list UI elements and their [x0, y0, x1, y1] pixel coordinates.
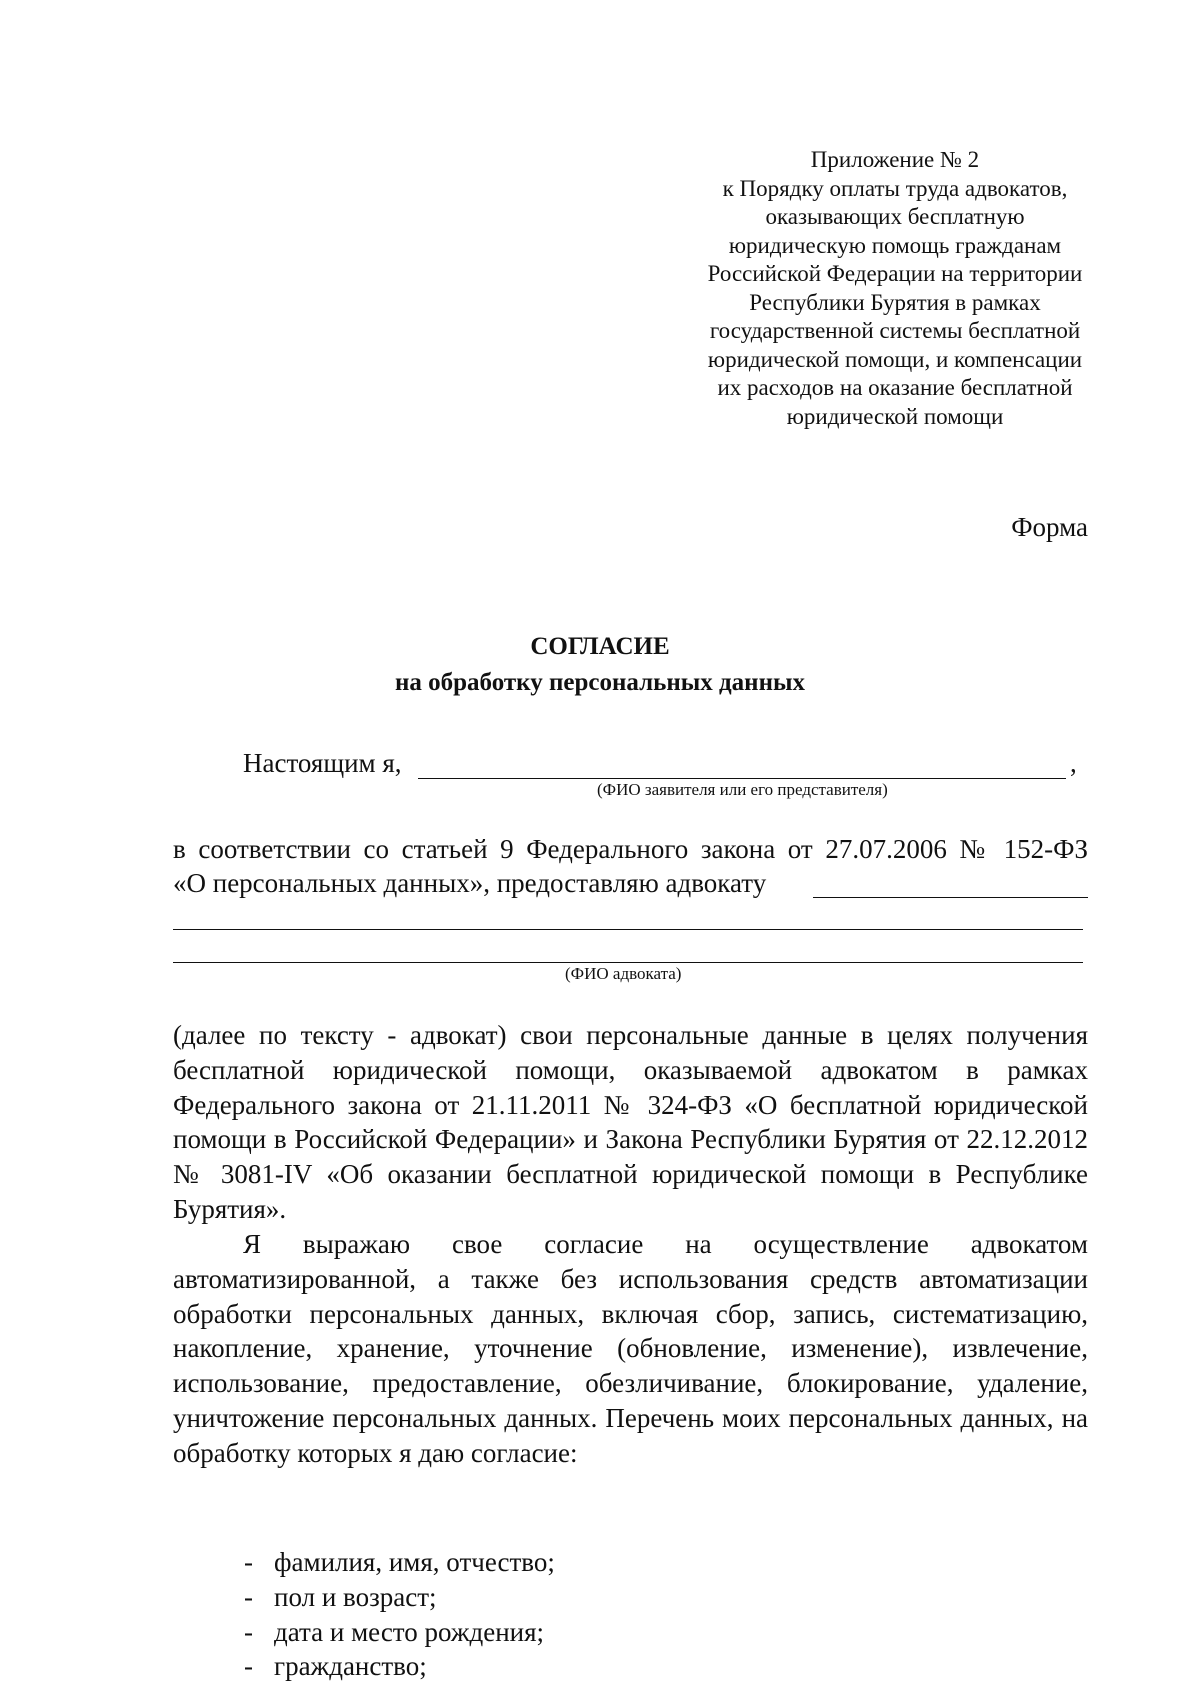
title-subtitle: на обработку персональных данных [395, 669, 805, 696]
intro-prefix: Настоящим я, [243, 748, 402, 778]
list-item-text: дата и место рождения; [274, 1616, 545, 1647]
document-title [0, 629, 1200, 701]
list-bullet: - [244, 1581, 253, 1612]
appendix-line: к Порядку оплаты труда адвокатов, [722, 175, 1068, 201]
appendix-line: юридической помощи, и компенсации [707, 346, 1083, 372]
lawyer-name-blank-2[interactable] [173, 929, 1083, 930]
law-line-1: в соответствии со статьей 9 Федерального закона от 27.07.2006 № 152-ФЗ [173, 834, 1088, 864]
appendix-line: Приложение № 2 [810, 147, 980, 172]
list-item-text: фамилия, имя, отчество; [274, 1547, 555, 1577]
law-line-2: «О персональных данных», предоставляю адвокату [173, 868, 767, 898]
appendix-line: юридическую помощь гражданам [728, 232, 1062, 258]
personal-data-list [244, 1545, 555, 1684]
list-item [244, 1649, 555, 1684]
applicant-name-blank[interactable] [418, 778, 1066, 779]
appendix-line: их расходов на оказание бесплатной [717, 375, 1073, 400]
list-item-text: гражданство; [274, 1651, 427, 1682]
appendix-line: юридической помощи [786, 403, 1004, 429]
form-label: Форма [1011, 512, 1088, 542]
appendix-header [680, 146, 1110, 431]
lawyer-name-blank-3[interactable] [173, 962, 1083, 963]
paragraph-purpose: (далее по тексту - адвокат) свои персональные данные в целях получения бесплатной юридической помощи, оказываемой адвокатом в рамках Федерального закона от 21.11.2011 № 324-ФЗ «О бесплатной юридической помощи в Российской Федерации» и Закона Республики Бурятия от 22.12.2012 № 3081-IV «Об оказании бесплатной юридической помощи в Республике Бурятия». [173, 1020, 1088, 1224]
lawyer-name-blank-1[interactable] [813, 897, 1088, 898]
list-item [244, 1580, 555, 1615]
list-bullet: - [244, 1651, 253, 1682]
appendix-line: государственной системы бесплатной [709, 318, 1081, 343]
lawyer-caption: (ФИО адвоката) [565, 964, 682, 983]
appendix-line: Российской Федерации на территории [707, 261, 1083, 286]
list-item [244, 1615, 555, 1650]
intro-suffix: , [1070, 748, 1077, 778]
list-bullet: - [244, 1616, 253, 1647]
list-item [244, 1545, 555, 1580]
list-bullet: - [244, 1547, 253, 1577]
appendix-line: Республики Бурятия в рамках [749, 289, 1041, 315]
appendix-line: оказывающих бесплатную [765, 204, 1025, 229]
applicant-caption: (ФИО заявителя или его представителя) [597, 780, 888, 799]
list-item-text: пол и возраст; [274, 1581, 437, 1612]
paragraph-consent: Я выражаю свое согласие на осуществление адвокатом автоматизированной, а также без использования средств автоматизации обработки персональных данных, включая сбор, запись, систематизацию, накопление, хранение, уточнение (обновление, изменение), извлечение, использование, предоставление, обезличивание, блокирование, удаление, уничтожение персональных данных. Перечень моих персональных данных, на обработку которых я даю согласие: [173, 1229, 1088, 1468]
title-main: СОГЛАСИЕ [530, 633, 670, 660]
